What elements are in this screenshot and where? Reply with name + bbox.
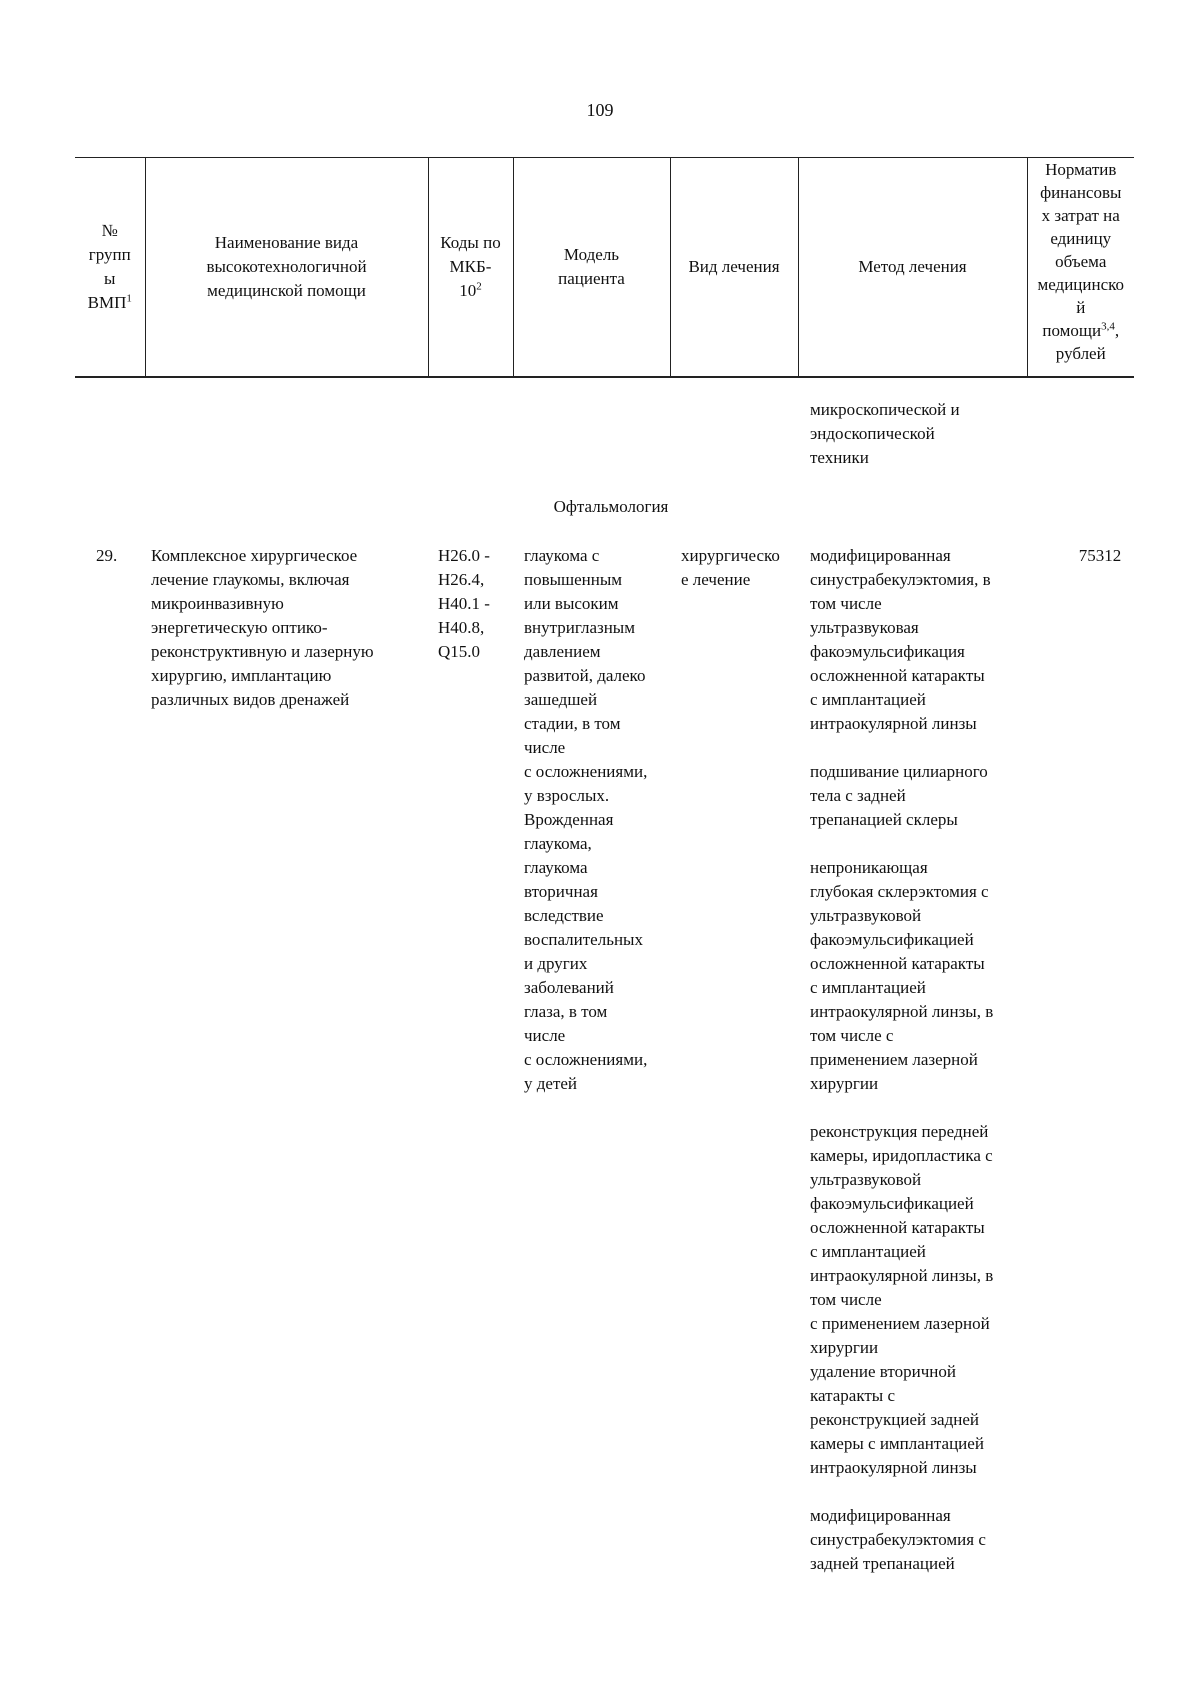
method-item: непроникающая глубокая склерэктомия с ультразвуковой факоэмульсификацией осложненной катаракты с имплантацией интраокулярной линзы, в том числе с применением лазерной хирургии xyxy=(810,858,994,1093)
header-treatment-type: Вид лечения xyxy=(670,158,798,378)
row-icd-codes: H26.0 - H26.4, H40.1 - H40.8, Q15.0 xyxy=(438,546,490,661)
row-number: 29. xyxy=(96,546,118,565)
header-group-number: № групп ы ВМП$^1$ xyxy=(75,158,145,378)
row-cost: 75312 xyxy=(1078,546,1122,565)
method-item: удаление вторичной катаракты с реконструкцией задней камеры с имплантацией интраокулярной линзы xyxy=(810,1362,984,1477)
method-item: модифицированная синустрабекулэктомия с задней трепанацией xyxy=(810,1506,986,1573)
page-number: 109 xyxy=(586,100,614,120)
header-icd-codes: Коды по МКБ- $10^2$ xyxy=(428,158,513,378)
method-item: модифицированная синустрабекулэктомия, в том числе ультразвуковая факоэмульсификация осложненной катаракты с имплантацией интраокулярной линзы xyxy=(810,546,991,733)
header-cost-standard: Норматив финансовы х затрат на единицу объема медицинско й помощи$^{3,4}$, рублей xyxy=(1027,158,1134,378)
section-title: Офтальмология xyxy=(553,497,669,516)
method-item: реконструкция передней камеры, иридопластика с ультразвуковой факоэмульсификацией осложненной катаракты с имплантацией интраокулярной линзы, в том числе с применением лазерной хирургии xyxy=(810,1122,994,1357)
row-treatment-type: хирургическо е лечение xyxy=(681,546,780,589)
table-header xyxy=(75,157,1134,378)
method-continuation: микроскопической и эндоскопической техники xyxy=(810,400,960,467)
row-care-name: Комплексное хирургическое лечение глаукомы, включая микроинвазивную энергетическую оптико- реконструктивную и лазерную хирургию, имплантацию различных видов дренажей xyxy=(151,546,374,709)
header-patient-model: Модель пациента xyxy=(513,158,670,378)
row-patient-model: глаукома с повышенным или высоким внутриглазным давлением развитой, далеко зашедшей стадии, в том числе с осложнениями, у взрослых. Врожденная глаукома, глаукома вторичная вследствие воспалительных и других заболеваний глаза, в том числе с осложнениями, у детей xyxy=(524,546,648,1093)
header-care-name: Наименование вида высокотехнологичной медицинской помощи xyxy=(145,158,428,378)
header-treatment-method: Метод лечения xyxy=(798,158,1027,378)
method-item: подшивание цилиарного тела с задней трепанацией склеры xyxy=(810,762,988,829)
row-treatment-methods xyxy=(810,544,1040,1576)
